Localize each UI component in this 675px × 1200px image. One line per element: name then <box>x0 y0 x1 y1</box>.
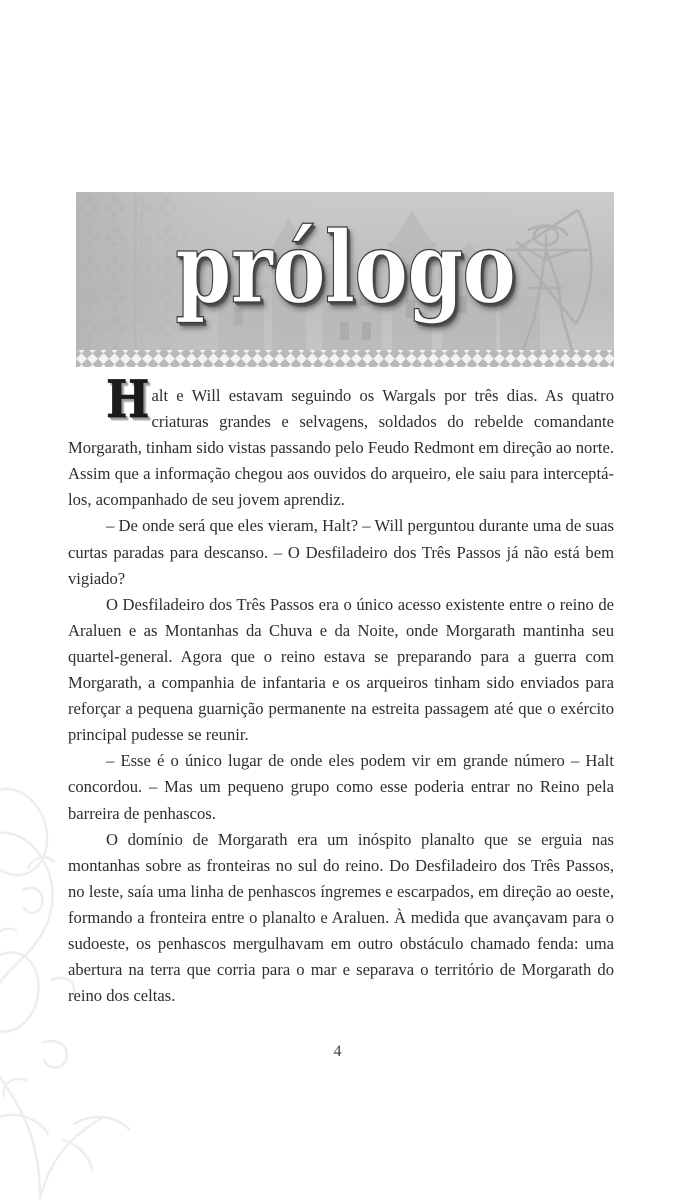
diamond-zigzag-band <box>76 350 614 367</box>
paragraph-1 <box>68 368 614 513</box>
drop-cap: H <box>106 368 150 430</box>
page-number: 4 <box>333 1043 342 1060</box>
paragraph-1-text: alt e Will estavam seguindo os Wargals por três dias. As quatro criaturas grandes e selvagens, soldados do rebelde comandante Morgarath, tinham sido vistas passando pelo Feudo Redmont em direção ao norte. Assim que a informação chegou aos ouvidos do arqueiro, ele saiu para interceptá-los, acompanhado de seu jovem aprendiz. <box>68 386 614 510</box>
prologue-body <box>68 368 614 1009</box>
chapter-title: prólogo <box>175 209 515 326</box>
paragraph-4: – Esse é o único lugar de onde eles podem vir em grande número – Halt concordou. – Mas um pequeno grupo como esse poderia entrar no Reino pela barreira de penhascos. <box>68 751 614 823</box>
banner-title-container <box>76 192 614 349</box>
paragraph-2: – De onde será que eles vieram, Halt? – Will perguntou durante uma de suas curtas paradas para descanso. – O Desfiladeiro dos Três Passos já não está bem vigiado? <box>68 516 614 588</box>
chapter-header-banner <box>76 192 614 367</box>
paragraph-3: O Desfiladeiro dos Três Passos era o único acesso existente entre o reino de Araluen e as Montanhas da Chuva e da Noite, onde Morgarath mantinha seu quartel-general. Agora que o reino estava se preparando para a guerra com Morgarath, a companhia de infantaria e os arqueiros tinham sido enviados para reforçar a pequena guarnição permanente na estreita passagem até que o exército principal pudesse se reunir. <box>68 594 614 745</box>
paragraph-5: O domínio de Morgarath era um inóspito planalto que se erguia nas montanhas sobre as fronteiras no sul do reino. Do Desfiladeiro dos Três Passos, no leste, saía uma linha de penhascos íngremes e escarpados, em direção ao oeste, formando a fronteira entre o planalto e Araluen. À medida que avançavam para o sudoeste, os penhascos mergulhavam em outro obstáculo chamado fenda: uma abertura na terra que corria para o mar e separava o território de Morgarath do reino dos celtas. <box>68 829 614 1006</box>
